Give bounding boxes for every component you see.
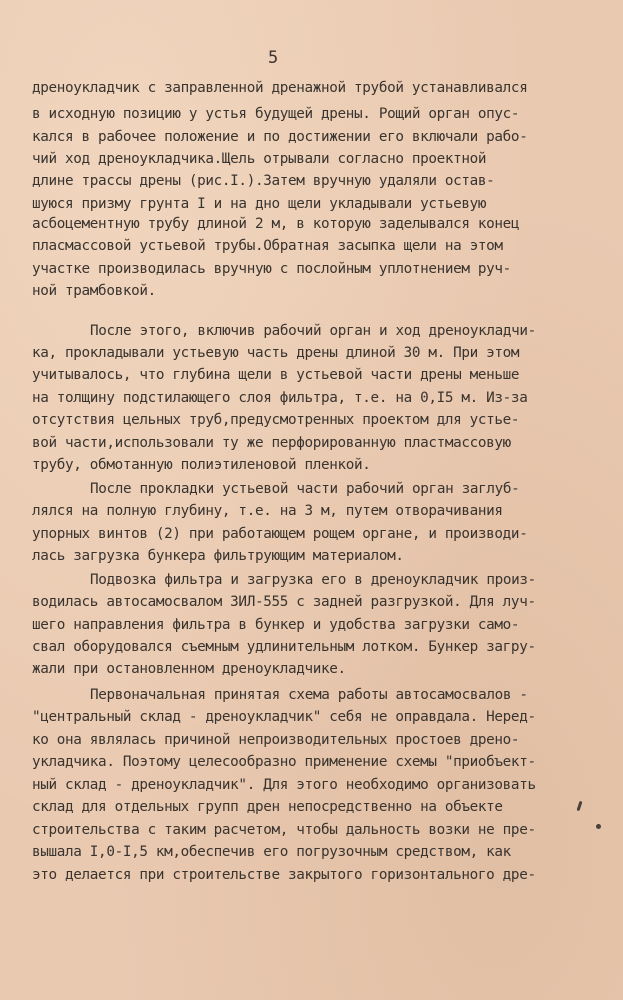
text-line: асбоцементную трубу длиной 2 м, в которую заделывался конец [32,216,520,232]
page-number: 5 [268,48,279,68]
text-line: учитывалось, что глубина щели в устьевой части дрены меньше [32,367,520,383]
text-line: водилась автосамосвалом ЗИЛ-555 с задней разгрузкой. Для луч- [32,594,536,610]
text-line: жали при остановленном дреноукладчике. [32,661,346,677]
text-line: шего направления фильтра в бункер и удобства загрузки само- [32,617,520,633]
text-line: ка, прокладывали устьевую часть дрены длиной 30 м. При этом [32,345,520,361]
text-line: укладчика. Поэтому целесообразно применение схемы "приобъект- [32,754,536,770]
text-line: в исходную позицию у устья будущей дрены. Рощий орган опус- [32,106,520,122]
text-line: строительства с таким расчетом, чтобы дальность возки не пре- [32,822,536,838]
text-line: дреноукладчик с заправленной дренажной трубой устанавливался [32,80,528,96]
text-line: После прокладки устьевой части рабочий орган заглуб- [90,481,520,497]
text-line: чий ход дреноукладчика.Щель отрывали согласно проектной [32,151,487,167]
text-line: длине трассы дрены (рис.I.).Затем вручную удаляли остав- [32,173,495,189]
text-line: отсутствия цельных труб,предусмотренных проектом для устье- [32,412,520,428]
text-line: После этого, включив рабочий орган и ход дреноукладчи- [90,323,536,339]
text-line: вышала I,0-I,5 км,обеспечив его погрузочным средством, как [32,844,511,860]
text-line: участке производилась вручную с послойным уплотнением руч- [32,261,511,277]
text-line: ный склад - дреноукладчик". Для этого необходимо организовать [32,777,536,793]
text-line: Первоначальная принятая схема работы автосамосвалов - [90,687,528,703]
text-line: ко она являлась причиной непроизводительных простоев дрено- [32,732,520,748]
text-line: это делается при строительстве закрытого горизонтального дре- [32,867,536,883]
text-line: свал оборудовался съемным удлинительным лотком. Бункер загру- [32,639,536,655]
text-line: склад для отдельных групп дрен непосредственно на объекте [32,799,503,815]
text-line: упорных винтов (2) при работающем рощем органе, и производи- [32,526,528,542]
text-line: шуюся призму грунта I и на дно щели укладывали устьевую [32,196,487,212]
text-line: на толщину подстилающего слоя фильтра, т.е. на 0,I5 м. Из-за [32,390,528,406]
pencil-mark [577,801,583,811]
text-line: вой части,использовали ту же перфорированную пластмассовую [32,435,511,451]
text-line: лялся на полную глубину, т.е. на 3 м, путем отворачивания [32,503,503,519]
ink-spot [596,824,601,829]
text-line: кался в рабочее положение и по достижении его включали рабо- [32,129,528,145]
text-line: лась загрузка бункера фильтрующим материалом. [32,548,404,564]
text-line: пласмассовой устьевой трубы.Обратная засыпка щели на этом [32,238,503,254]
text-line: трубу, обмотанную полиэтиленовой пленкой. [32,457,371,473]
text-line: Подвозка фильтра и загрузка его в дреноукладчик произ- [90,572,536,588]
text-line: ной трамбовкой. [32,283,156,299]
text-line: "центральный склад - дреноукладчик" себя не оправдала. Неред- [32,709,536,725]
